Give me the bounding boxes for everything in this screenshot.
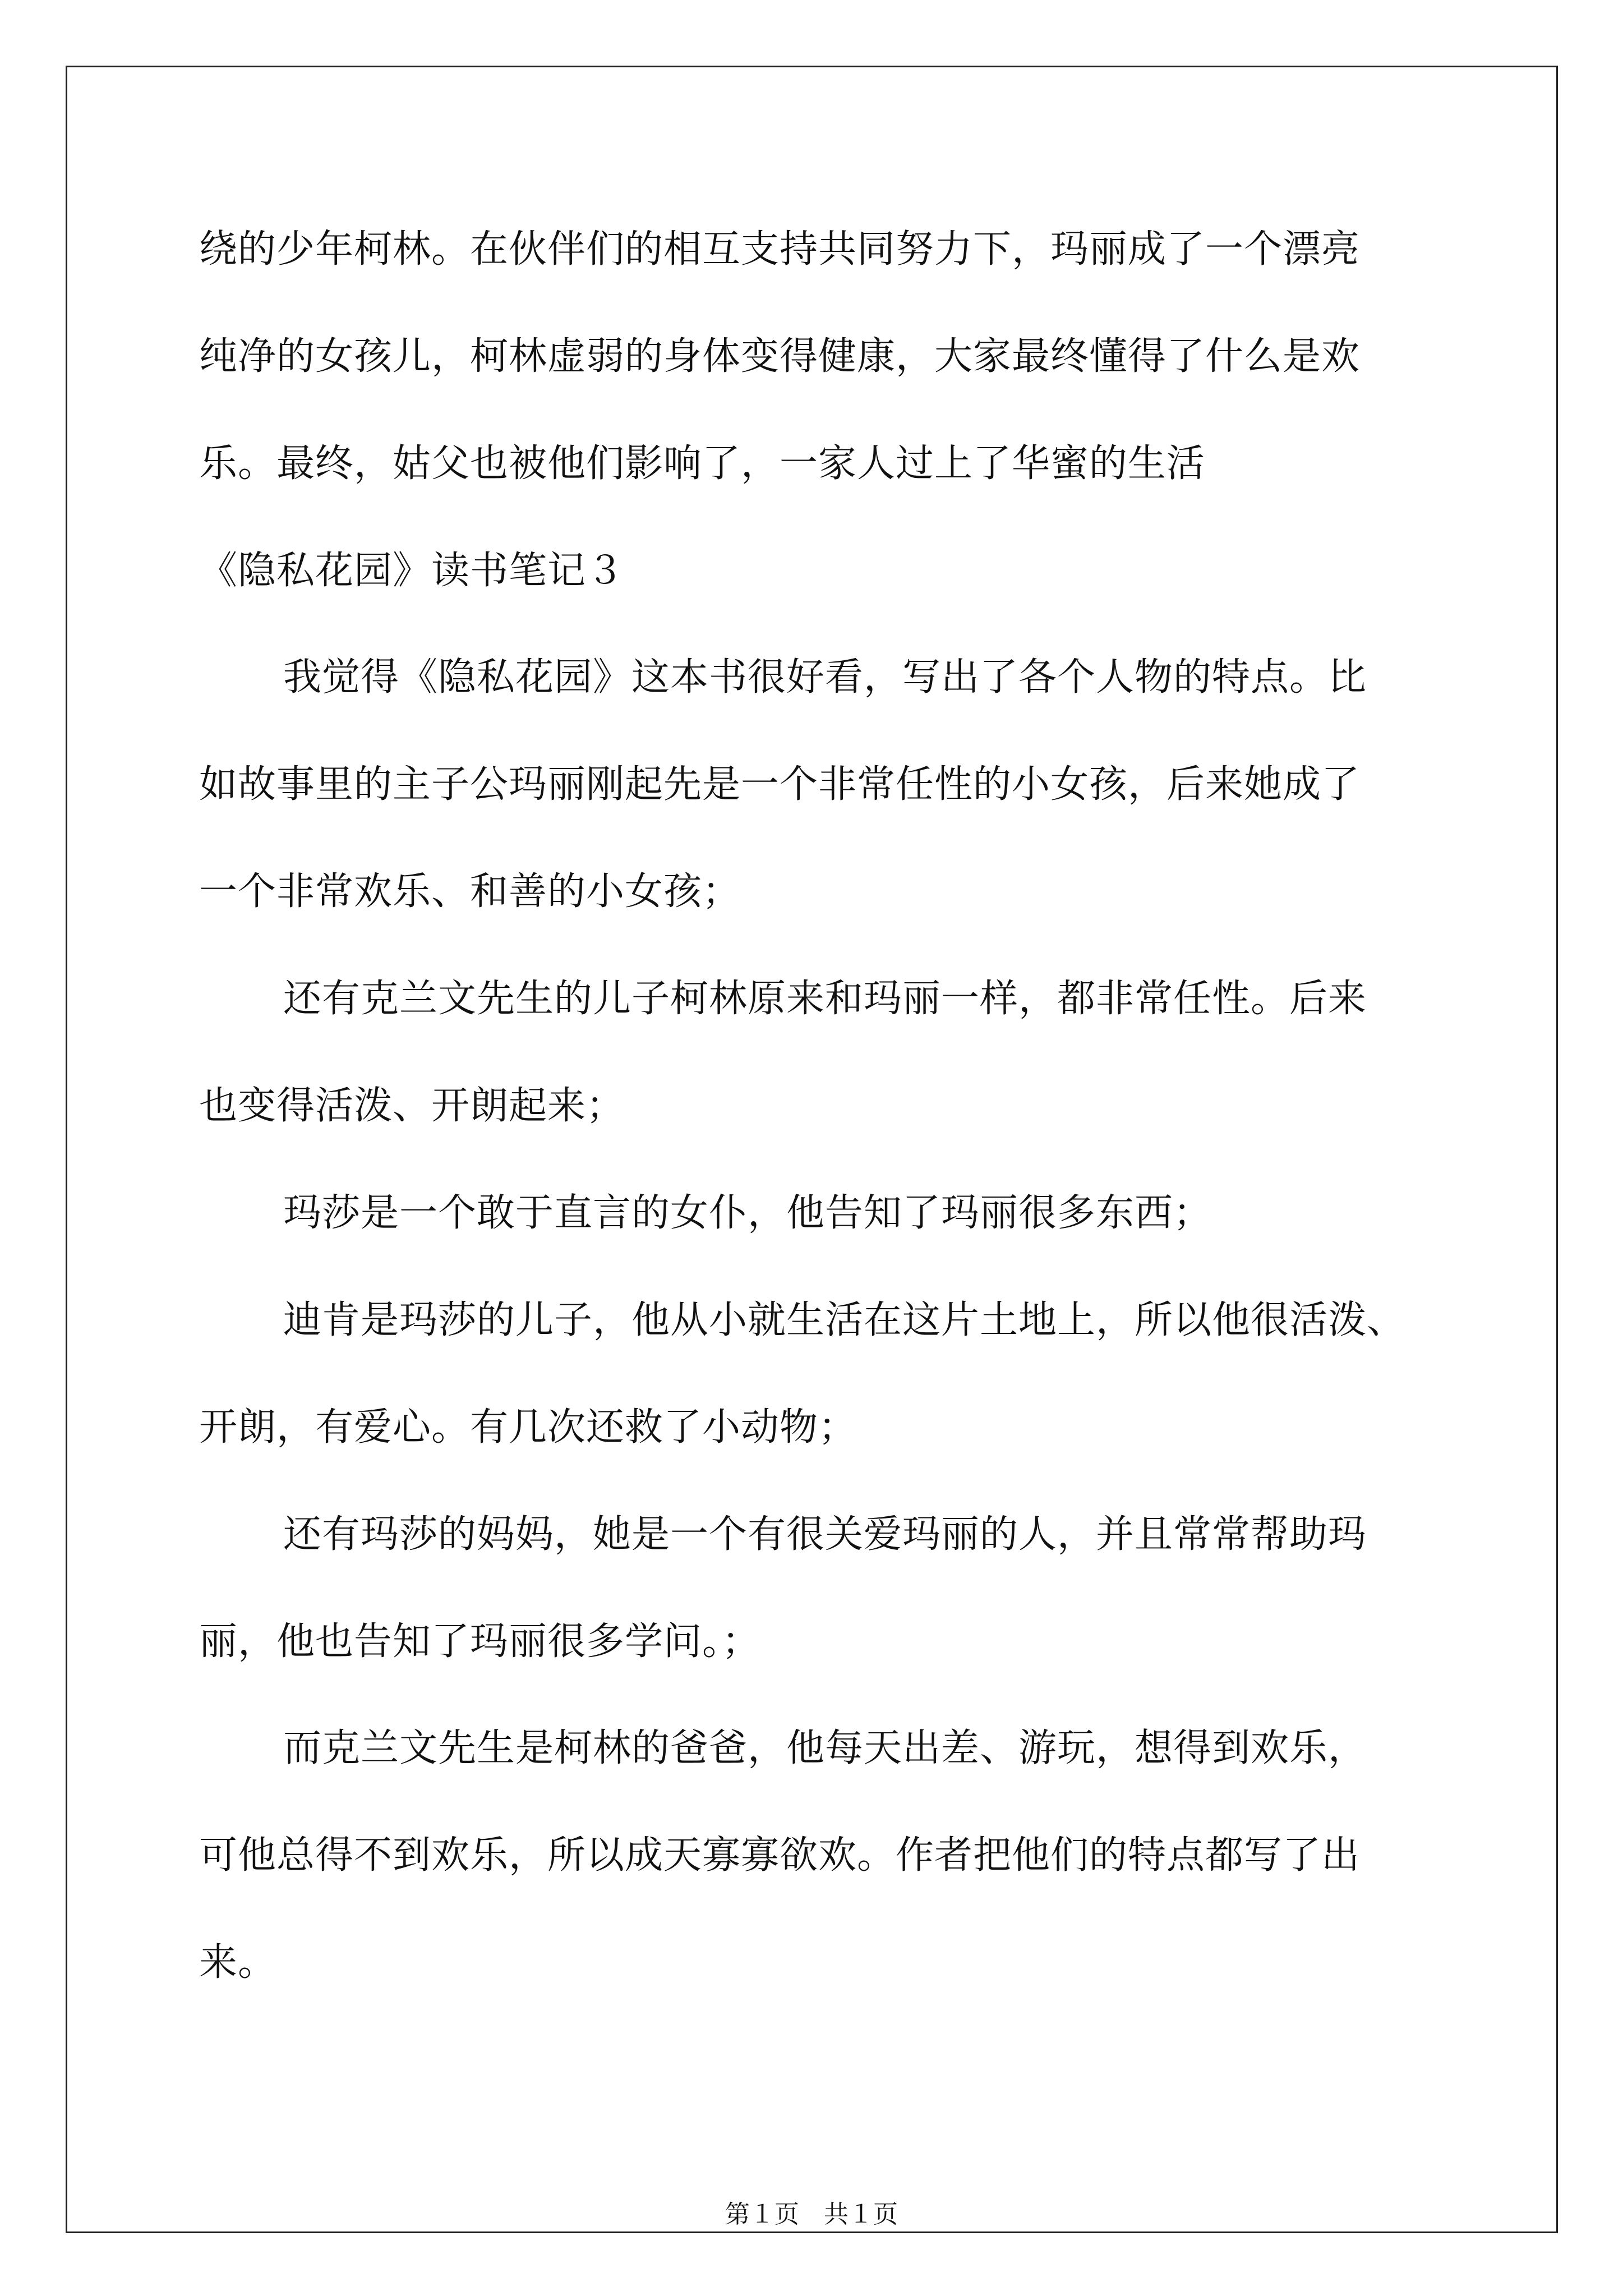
text-line: 纯净的女孩儿，柯林虚弱的身体变得健康，大家最终懂得了什么是欢 <box>199 334 1361 379</box>
text-line: 我觉得《隐私花园》这本书很好看，写出了各个人物的特点。比 <box>283 655 1367 700</box>
text-line: 开朗，有爱心。有几次还救了小动物； <box>199 1405 857 1450</box>
page-border <box>66 66 1558 2233</box>
text-line: 如故事里的主子公玛丽刚起先是一个非常任性的小女孩，后来她成了 <box>199 762 1361 807</box>
text-line: 还有玛莎的妈妈，她是一个有很关爱玛丽的人，并且常常帮助玛 <box>283 1512 1367 1557</box>
text-line: 丽，他也告知了玛丽很多学问。； <box>199 1619 761 1664</box>
text-line: 可他总得不到欢乐，所以成天寡寡欲欢。作者把他们的特点都写了出 <box>199 1833 1361 1878</box>
page-number-footer: 第１页 共１页 <box>725 2200 898 2229</box>
text-line: 来。 <box>199 1940 277 1985</box>
text-line: 玛莎是一个敢于直言的女仆，他告知了玛丽很多东西； <box>283 1191 1212 1235</box>
text-line: 乐。最终，姑父也被他们影响了，一家人过上了华蜜的生活 <box>199 441 1206 486</box>
text-line: 绕的少年柯林。在伙伴们的相互支持共同努力下，玛丽成了一个漂亮 <box>199 227 1361 272</box>
section-title: 《隐私花园》读书笔记３ <box>199 549 625 593</box>
text-line: 也变得活泼、开朗起来； <box>199 1084 625 1128</box>
text-line: 一个非常欢乐、和善的小女孩； <box>199 869 741 914</box>
text-line: 还有克兰文先生的儿子柯林原来和玛丽一样，都非常任性。后来 <box>283 977 1367 1021</box>
text-line: 迪肯是玛莎的儿子，他从小就生活在这片土地上，所以他很活泼、 <box>283 1298 1406 1342</box>
text-line: 而克兰文先生是柯林的爸爸，他每天出差、游玩，想得到欢乐， <box>283 1726 1367 1770</box>
